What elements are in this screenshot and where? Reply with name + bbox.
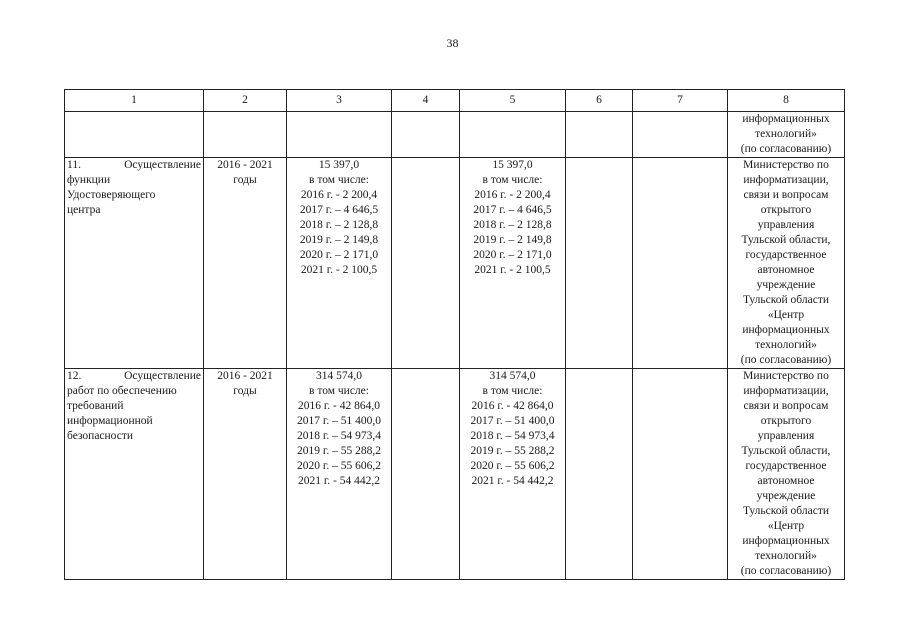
funding-line: 2021 г. - 54 442,2 <box>471 475 554 487</box>
funding-line: 2020 г. – 55 606,2 <box>297 460 381 472</box>
executor-line: автономное <box>757 264 815 276</box>
activity-name-line: информационной <box>67 415 153 427</box>
empty-cell <box>633 369 728 580</box>
funding-line: 2019 г. – 55 288,2 <box>470 445 555 457</box>
executor-line: Министерство по <box>743 159 829 171</box>
executor-line: Тульской области, <box>741 234 831 246</box>
column-header: 2 <box>204 90 287 112</box>
activity-name-line: 12. Осуществление <box>67 370 201 382</box>
header-row <box>65 90 845 112</box>
column-header: 8 <box>728 90 845 112</box>
executor-line: (по согласованию) <box>740 143 832 155</box>
column-header: 7 <box>633 90 728 112</box>
column-header: 5 <box>460 90 566 112</box>
funding-line: 2019 г. – 2 149,8 <box>299 234 379 246</box>
regional-funding-cell <box>460 369 566 580</box>
funding-line: 2017 г. – 51 400,0 <box>470 415 555 427</box>
executor-cell <box>728 369 845 580</box>
funding-line: 2018 г. – 2 128,8 <box>473 219 552 231</box>
executor-line: Тульской области <box>742 294 829 306</box>
funding-line: 2019 г. – 2 149,8 <box>473 234 552 246</box>
executor-line: (по согласованию) <box>740 565 832 577</box>
activity-name-line: требований <box>67 400 124 412</box>
page-number: 38 <box>446 36 459 50</box>
column-header: 4 <box>392 90 460 112</box>
activity-name-line: 11. Осуществление <box>67 159 201 171</box>
executor-line: открытого <box>760 415 812 427</box>
period-line: годы <box>233 385 257 397</box>
executor-line: управления <box>757 430 815 442</box>
funding-line: 2021 г. - 2 100,5 <box>474 264 551 276</box>
executor-line: учреждение <box>756 490 816 502</box>
executor-line: автономное <box>757 475 815 487</box>
executor-line: «Центр <box>767 309 805 321</box>
executor-line: технологий» <box>755 128 817 140</box>
funding-line: 15 397,0 <box>318 159 360 171</box>
funding-line: 2016 г. - 42 864,0 <box>298 400 380 412</box>
executor-line: технологий» <box>755 550 817 562</box>
total-funding-cell <box>287 158 392 369</box>
executor-line: информатизации, <box>743 174 829 186</box>
funding-line: 2020 г. – 55 606,2 <box>470 460 555 472</box>
activity-name-line: безопасности <box>67 430 134 442</box>
period-line: 2016 - 2021 <box>217 370 273 382</box>
executor-line: Тульской области, <box>741 445 831 457</box>
executor-line: Тульской области <box>742 505 829 517</box>
executor-line: информационных <box>742 113 830 125</box>
activity-name-line: центра <box>67 204 101 216</box>
empty-cell <box>392 369 460 580</box>
period-line: 2016 - 2021 <box>217 159 273 171</box>
continuation-row <box>65 112 845 158</box>
funding-line: 314 574,0 <box>316 370 362 382</box>
funding-line: 2020 г. – 2 171,0 <box>473 249 552 261</box>
funding-line: 2018 г. – 54 973,4 <box>297 430 381 442</box>
regional-funding-cell <box>460 158 566 369</box>
executor-line: «Центр <box>767 520 805 532</box>
empty-cell <box>566 369 633 580</box>
funding-line: в том числе: <box>309 174 369 186</box>
activity-name-cell <box>65 158 204 369</box>
period-line: годы <box>233 174 257 186</box>
executor-line: информационных <box>742 535 830 547</box>
executor-line: государственное <box>745 249 827 261</box>
executor-line: управления <box>757 219 815 231</box>
funding-line: 2018 г. – 2 128,8 <box>299 219 379 231</box>
funding-line: 2017 г. – 51 400,0 <box>297 415 381 427</box>
executor-cell <box>728 112 845 158</box>
funding-line: 2021 г. - 54 442,2 <box>298 475 380 487</box>
empty-cell <box>392 158 460 369</box>
funding-line: 2021 г. - 2 100,5 <box>300 264 378 276</box>
funding-line: 2016 г. - 2 200,4 <box>300 189 378 201</box>
executor-line: технологий» <box>755 339 817 351</box>
executor-line: государственное <box>745 460 827 472</box>
funding-line: 15 397,0 <box>492 159 533 171</box>
empty-cell <box>566 158 633 369</box>
executor-line: Министерство по <box>743 370 829 382</box>
activity-name-line: Удостоверяющего <box>67 189 156 201</box>
funding-line: 2017 г. – 4 646,5 <box>473 204 552 216</box>
funding-line: 2016 г. - 42 864,0 <box>471 400 554 412</box>
executor-line: учреждение <box>756 279 816 291</box>
funding-line: 2017 г. – 4 646,5 <box>299 204 379 216</box>
funding-line: 2018 г. – 54 973,4 <box>470 430 555 442</box>
executor-line: (по согласованию) <box>740 354 832 366</box>
funding-line: 314 574,0 <box>489 370 536 382</box>
program-table <box>64 89 845 580</box>
total-funding-cell <box>287 369 392 580</box>
executor-line: связи и вопросам <box>743 189 829 201</box>
funding-line: в том числе: <box>309 385 369 397</box>
column-header: 3 <box>287 90 392 112</box>
activity-name-line: работ по обеспечению <box>67 385 177 397</box>
executor-cell <box>728 158 845 369</box>
table-row <box>65 369 845 580</box>
funding-line: 2016 г. - 2 200,4 <box>474 189 551 201</box>
funding-line: 2019 г. – 55 288,2 <box>297 445 381 457</box>
funding-line: 2020 г. – 2 171,0 <box>299 249 379 261</box>
empty-cell <box>633 158 728 369</box>
executor-line: открытого <box>760 204 812 216</box>
period-cell <box>204 369 287 580</box>
executor-line: информатизации, <box>743 385 829 397</box>
executor-line: информационных <box>742 324 830 336</box>
activity-name-cell <box>65 369 204 580</box>
column-header: 6 <box>566 90 633 112</box>
executor-line: связи и вопросам <box>743 400 829 412</box>
period-cell <box>204 158 287 369</box>
table-row <box>65 158 845 369</box>
funding-line: в том числе: <box>482 385 543 397</box>
column-header: 1 <box>65 90 204 112</box>
activity-name-line: функции <box>67 174 111 186</box>
funding-line: в том числе: <box>482 174 543 186</box>
